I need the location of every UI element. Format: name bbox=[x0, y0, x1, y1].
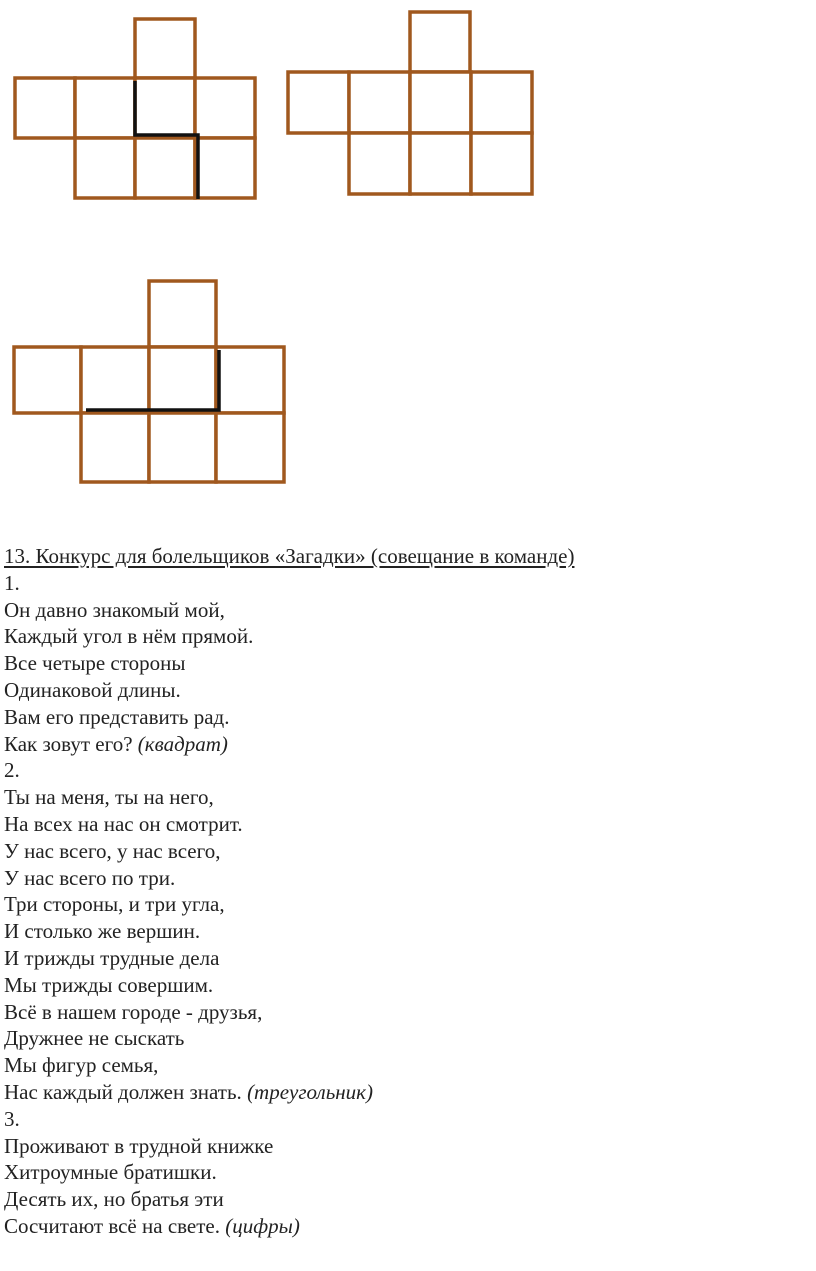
net-1-cell bbox=[15, 78, 75, 138]
riddle-line: Хитроумные братишки. bbox=[4, 1160, 217, 1185]
net-3-cell bbox=[81, 347, 149, 413]
riddle-line: У нас всего, у нас всего, bbox=[4, 838, 221, 863]
riddle-line-text: Как зовут его? bbox=[4, 731, 138, 756]
net-1-cell bbox=[135, 78, 195, 138]
riddle-line: Вам его представить рад. bbox=[4, 704, 230, 729]
riddle-line: На всех на нас он смотрит. bbox=[4, 811, 243, 836]
net-2-cell bbox=[288, 72, 349, 133]
net-1-cell bbox=[195, 138, 255, 198]
net-2-cell bbox=[471, 133, 532, 194]
riddle-line: Он давно знакомый мой, bbox=[4, 597, 225, 622]
riddle-last-line bbox=[4, 1079, 804, 1106]
riddle-line: Одинаковой длины. bbox=[4, 677, 181, 702]
section-heading: 13. Конкурс для болельщиков «Загадки» (совещание в команде) bbox=[4, 544, 575, 568]
net-2-cell bbox=[410, 133, 471, 194]
riddle-line: И трижды трудные дела bbox=[4, 945, 220, 970]
cube-net-figures bbox=[0, 0, 816, 500]
riddle-line: Мы трижды совершим. bbox=[4, 972, 214, 997]
net-2-cell bbox=[349, 72, 410, 133]
riddle-line: Ты на меня, ты на него, bbox=[4, 785, 214, 810]
riddle-line: Десять их, но братья эти bbox=[4, 1187, 224, 1212]
net-1-cell bbox=[195, 78, 255, 138]
riddle-line: Все четыре стороны bbox=[4, 651, 186, 676]
riddle-line: Мы фигур семья, bbox=[4, 1053, 159, 1078]
net-1-cell bbox=[75, 78, 135, 138]
net-2-cell bbox=[349, 133, 410, 194]
riddles-section bbox=[4, 543, 804, 1240]
riddle-line: Каждый угол в нём прямой. bbox=[4, 624, 254, 649]
riddle-line: Три стороны, и три угла, bbox=[4, 892, 225, 917]
riddle-line: Проживают в трудной книжке bbox=[4, 1133, 274, 1158]
net-2-cell bbox=[410, 12, 470, 72]
riddle-answer: (треугольник) bbox=[247, 1079, 373, 1104]
net-1-cell bbox=[135, 138, 195, 198]
riddle-last-line bbox=[4, 1213, 804, 1240]
net-3-cell bbox=[81, 413, 149, 482]
cube-net-2 bbox=[288, 12, 532, 194]
riddle-number: 1. bbox=[4, 570, 20, 595]
net-1-cell bbox=[75, 138, 135, 198]
net-2-cell bbox=[471, 72, 532, 133]
riddle-line: Дружнее не сыскать bbox=[4, 1026, 185, 1051]
net-3-cell bbox=[149, 413, 216, 482]
riddle-number: 2. bbox=[4, 758, 20, 783]
cube-net-3 bbox=[14, 281, 284, 482]
net-3-cell bbox=[14, 347, 81, 413]
riddle-last-line bbox=[4, 731, 804, 758]
riddle-line-text: Нас каждый должен знать. bbox=[4, 1079, 248, 1104]
riddle-line-text: Сосчитают всё на свете. bbox=[4, 1213, 226, 1238]
net-3-cell bbox=[149, 347, 216, 413]
riddle-line: Всё в нашем городе - друзья, bbox=[4, 999, 263, 1024]
net-3-cell bbox=[216, 413, 284, 482]
net-3-cell bbox=[216, 347, 284, 413]
riddle-answer: (квадрат) bbox=[137, 731, 228, 756]
net-2-cell bbox=[410, 72, 471, 133]
riddle-number: 3. bbox=[4, 1106, 20, 1131]
net-3-cell bbox=[149, 281, 216, 347]
riddle-line: У нас всего по три. bbox=[4, 865, 176, 890]
net-1-cell bbox=[135, 19, 195, 78]
riddle-line: И столько же вершин. bbox=[4, 919, 201, 944]
riddle-answer: (цифры) bbox=[225, 1213, 300, 1238]
